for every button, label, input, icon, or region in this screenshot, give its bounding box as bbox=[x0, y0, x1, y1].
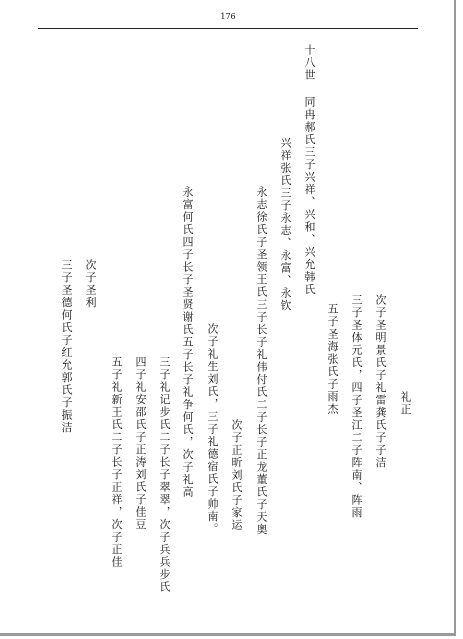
genealogy-column-6: 三子圣德何氏子红允郭氏子振洁 bbox=[60, 259, 73, 434]
genealogy-column-5: 次子圣利 bbox=[84, 259, 97, 309]
genealogy-column-8: 次子圣明景氏子礼雷龚氏子子洁 bbox=[374, 294, 387, 469]
genealogy-column-1: 十八世 同冉郝氏三子兴祥、兴和、兴允韩氏 bbox=[303, 44, 316, 296]
genealogy-column-7: 礼正 bbox=[399, 391, 412, 416]
genealogy-column-2: 兴祥张氏三子永志、永富、永钦 bbox=[279, 137, 292, 312]
genealogy-column-11: 次子正昕刘氏子家运 bbox=[230, 419, 243, 532]
page-number: 176 bbox=[220, 12, 236, 21]
header-rule bbox=[38, 28, 418, 29]
genealogy-column-12: 次子礼生刘氏，三子礼德宿氏子帅南。 bbox=[206, 323, 219, 536]
genealogy-column-14: 四子礼安邵氏子正涛刘氏子佳豆 bbox=[134, 356, 147, 531]
genealogy-column-10: 五子圣海张氏子雨杰 bbox=[326, 303, 339, 416]
genealogy-column-4: 永富何氏四子长子圣贤谢氏五子长子礼争何氏，次子礼高 bbox=[181, 186, 194, 499]
genealogy-column-3: 永志徐氏子圣领王氏三子长子礼伟付氏二子长子正龙董氏子天奥 bbox=[255, 186, 268, 536]
genealogy-column-13: 三子礼记步氏二子长子翠翠，次子兵兵步氏 bbox=[158, 356, 171, 594]
genealogy-column-15: 五子礼新王氏二子长子正祥，次子正佳 bbox=[110, 356, 123, 569]
genealogy-column-9: 三子圣体元氏，四子圣江二子阵南、阵雨 bbox=[350, 294, 363, 519]
